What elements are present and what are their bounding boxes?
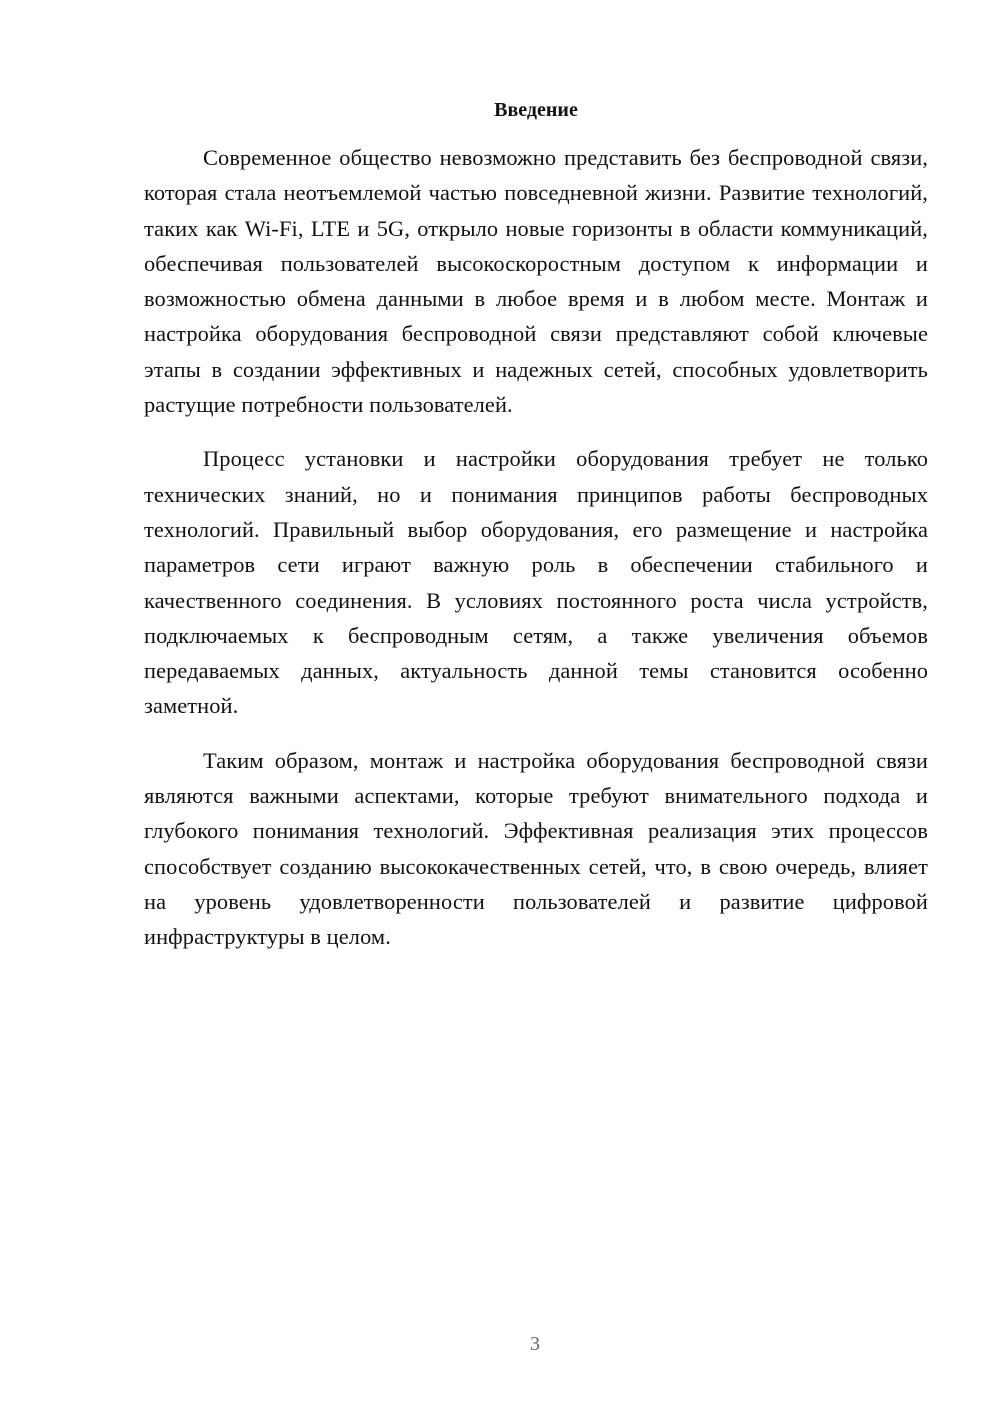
page-number: 3 (530, 1333, 540, 1355)
paragraph-1: Современное общество невозможно представить без беспроводной связи, которая стала неотъемлемой частью повседневной жизни. Развитие технологий, таких как Wi-Fi, LTE и 5G, открыло новые горизонты в области коммуникаций, обеспечивая пользователей высокоскоростным доступом к информации и возможностью обмена данными в любое время и в любом месте. Монтаж и настройка оборудования беспроводной связи представляют собой ключевые этапы в создании эффективных и надежных сетей, способных удовлетворить растущие потребности пользователей. (144, 145, 928, 418)
section-title: Введение (494, 99, 578, 121)
page-content (144, 94, 928, 974)
paragraph-3: Таким образом, монтаж и настройка оборудования беспроводной связи являются важными аспектами, которые требуют внимательного подхода и глубокого понимания технологий. Эффективная реализация этих процессов способствует созданию высококачественных сетей, что, в свою очередь, влияет на уровень удовлетворенности пользователей и развитие цифровой инфраструктуры в целом. (144, 747, 928, 950)
paragraph-2: Процесс установки и настройки оборудования требует не только технических знаний, но и понимания принципов работы беспроводных технологий. Правильный выбор оборудования, его размещение и настройка параметров сети играют важную роль в обеспечении стабильного и качественного соединения. В условиях постоянного роста числа устройств, подключаемых к беспроводным сетям, а также увеличения объемов передаваемых данных, актуальность данной темы становится особенно заметной. (144, 446, 928, 719)
